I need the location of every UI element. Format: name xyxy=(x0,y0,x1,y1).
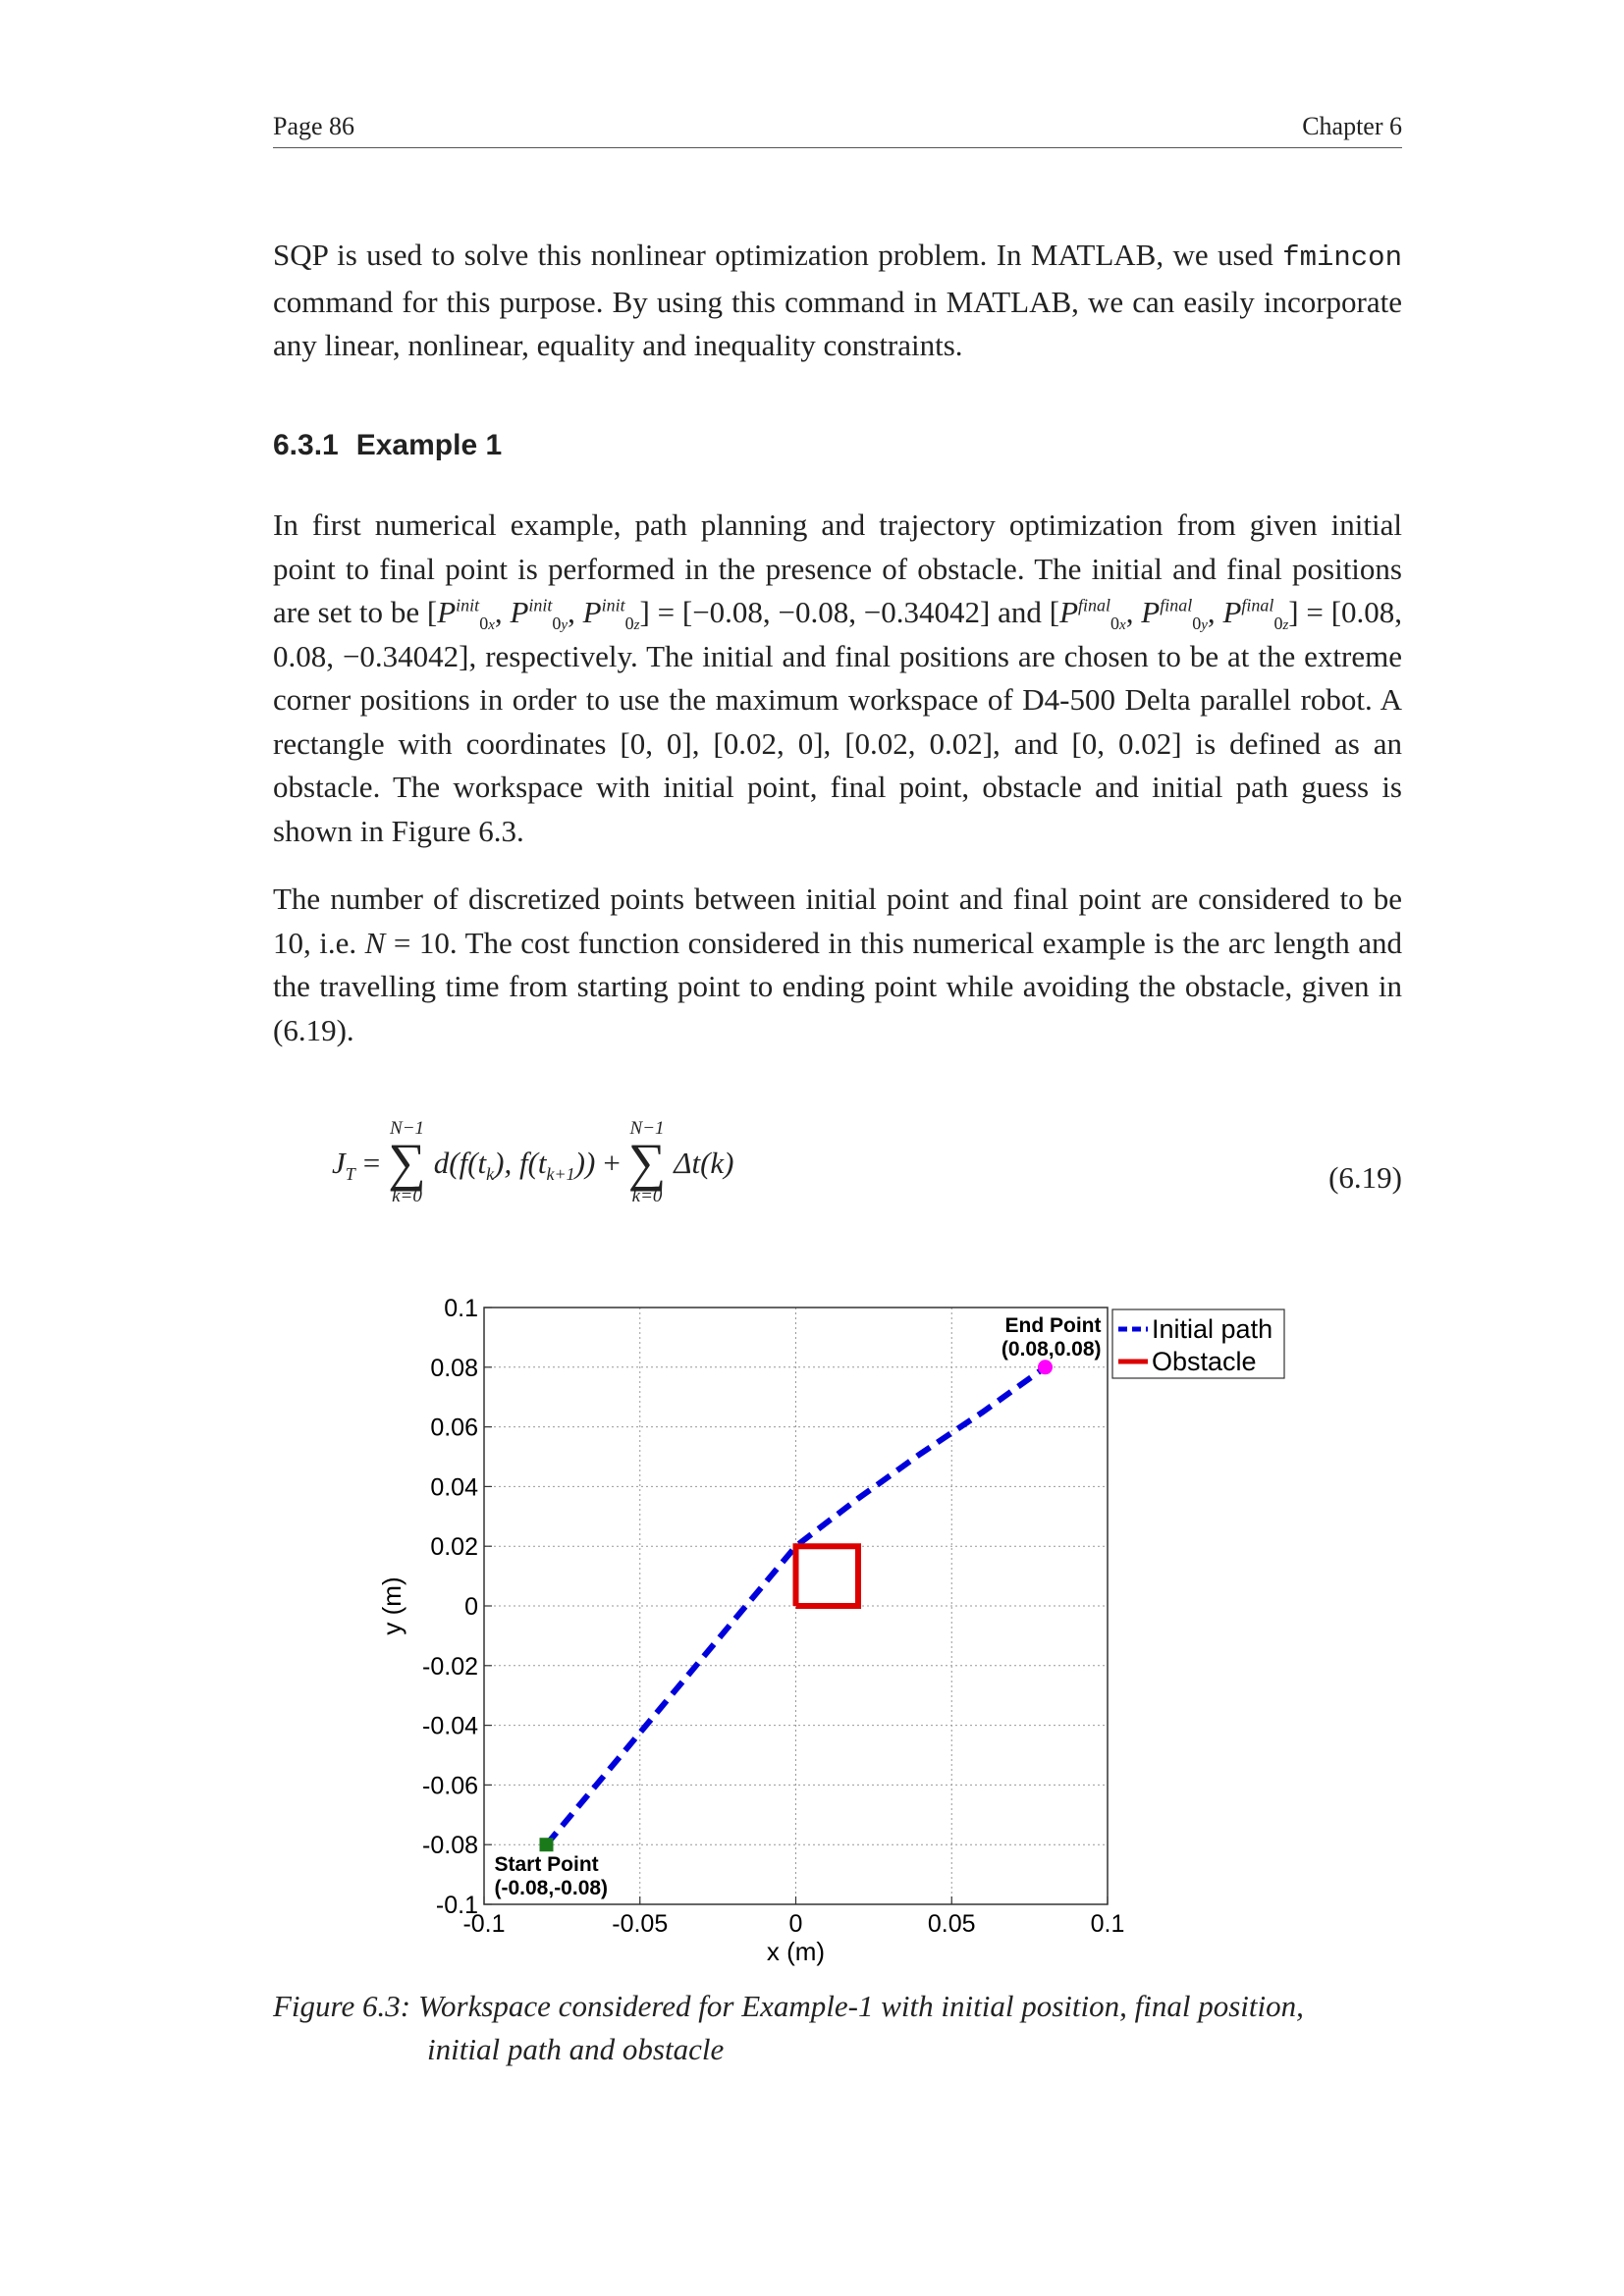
workspace-chart xyxy=(353,1286,1316,1978)
x-tick-label: 0.05 xyxy=(927,1910,976,1938)
x-tick-label: -0.05 xyxy=(612,1910,669,1938)
section-heading xyxy=(273,429,502,462)
example-paragraph-1: In first numerical example, path planning and trajectory optimization from given initial point to final point is performed in the presence of obstacle. The initial and final positions are set to be [$P^{init}_{0x}$, $P^{init}_{0y}$, $P^{init}_{0z}] = [-0.08$, −0.08, −0.34042] and [$P^{final}_{0x}$, $P^{final}_{0y}$, $P^{final}_{0z}] = [0.08$, 0.08, −0.34042], respectively. The initial and final positions are chosen to be at the extreme corner positions in order to use the maximum workspace of D4-500 Delta parallel robot. A rectangle with coordinates [0, 0], [0.02, 0], [0.02, 0.02], and [0, 0.02] is defined as an obstacle. The workspace with initial point, final point, obstacle and initial path guess is shown in Figure 6.3. xyxy=(273,507,1403,848)
equation-6-19 xyxy=(273,1119,1402,1237)
example-paragraph-2: The number of discretized points between initial point and final point are considered to be 10, i.e. N = 10. The cost function considered in this numerical example is the arc length and the travelling time from starting point to ending point while avoiding the obstacle, given in (6.19). xyxy=(273,881,1403,1047)
start-point-marker xyxy=(540,1838,554,1851)
y-tick-label: -0.1 xyxy=(435,1892,478,1919)
chart-svg xyxy=(353,1286,1316,1973)
y-tick-label: 0.1 xyxy=(444,1295,478,1322)
chapter-label: Chapter 6 xyxy=(1302,112,1402,140)
intro-paragraph: SQP is used to solve this nonlinear optimization problem. In MATLAB, we used fmincon command for this purpose. By using this command in MATLAB, we can easily incorporate any linear, nonlinear, equality and inequality constraints. xyxy=(273,238,1402,362)
code-fmincon: fmincon xyxy=(1282,241,1402,274)
equation-body: $J_T$ = N−1 ∑ k=0 $d(f(t_k)$, $f(t_{k+1})$) + N−1 ∑ k=0 Δt(k) xyxy=(332,1118,734,1206)
x-axis-label: x (m) xyxy=(766,1937,826,1966)
y-axis-label: y (m) xyxy=(377,1576,406,1635)
page-number: Page 86 xyxy=(273,112,355,140)
legend-label: Initial path xyxy=(1152,1314,1273,1344)
end-point-marker xyxy=(1038,1360,1053,1374)
y-tick-label: 0.02 xyxy=(430,1533,478,1562)
y-tick-label: 0 xyxy=(464,1593,478,1621)
section-number: 6.3.1 xyxy=(273,429,339,461)
caption-line-2: initial path and obstacle xyxy=(427,2032,725,2066)
sum-symbol-2: N−1 ∑ k=0 xyxy=(627,1118,667,1206)
start-point-coords: (-0.08,-0.08) xyxy=(494,1877,609,1900)
y-tick-label: 0.06 xyxy=(430,1414,478,1442)
y-tick-label: -0.08 xyxy=(422,1832,478,1860)
y-tick-label: -0.02 xyxy=(422,1652,478,1681)
start-point-title: Start Point xyxy=(494,1853,599,1877)
series-obstacle xyxy=(796,1546,859,1606)
sum-symbol-1: N−1 ∑ k=0 xyxy=(388,1118,426,1206)
y-tick-label: -0.04 xyxy=(422,1712,478,1740)
figure-caption xyxy=(273,1985,1402,2071)
caption-line-1: Workspace considered for Example-1 with initial position, final position, xyxy=(418,1989,1304,2023)
x-tick-label: 0.1 xyxy=(1090,1910,1125,1938)
y-tick-label: -0.06 xyxy=(422,1772,478,1800)
final-values: [0.08, 0.08, −0.34042] xyxy=(273,595,1403,673)
section-title: Example 1 xyxy=(355,429,503,461)
end-point-coords: (0.08,0.08) xyxy=(1001,1337,1102,1361)
legend-label: Obstacle xyxy=(1152,1347,1257,1376)
caption-label: Figure 6.3: xyxy=(273,1989,411,2023)
end-point-title: End Point xyxy=(1004,1313,1102,1337)
y-tick-label: 0.04 xyxy=(430,1473,478,1502)
equation-number: (6.19) xyxy=(1328,1160,1402,1195)
x-tick-label: 0 xyxy=(788,1910,803,1938)
y-tick-label: 0.08 xyxy=(430,1354,478,1382)
initial-values: [−0.08, −0.08, −0.34042] xyxy=(681,595,991,629)
x-tick-label: -0.1 xyxy=(462,1910,506,1938)
page-header xyxy=(273,108,1402,148)
